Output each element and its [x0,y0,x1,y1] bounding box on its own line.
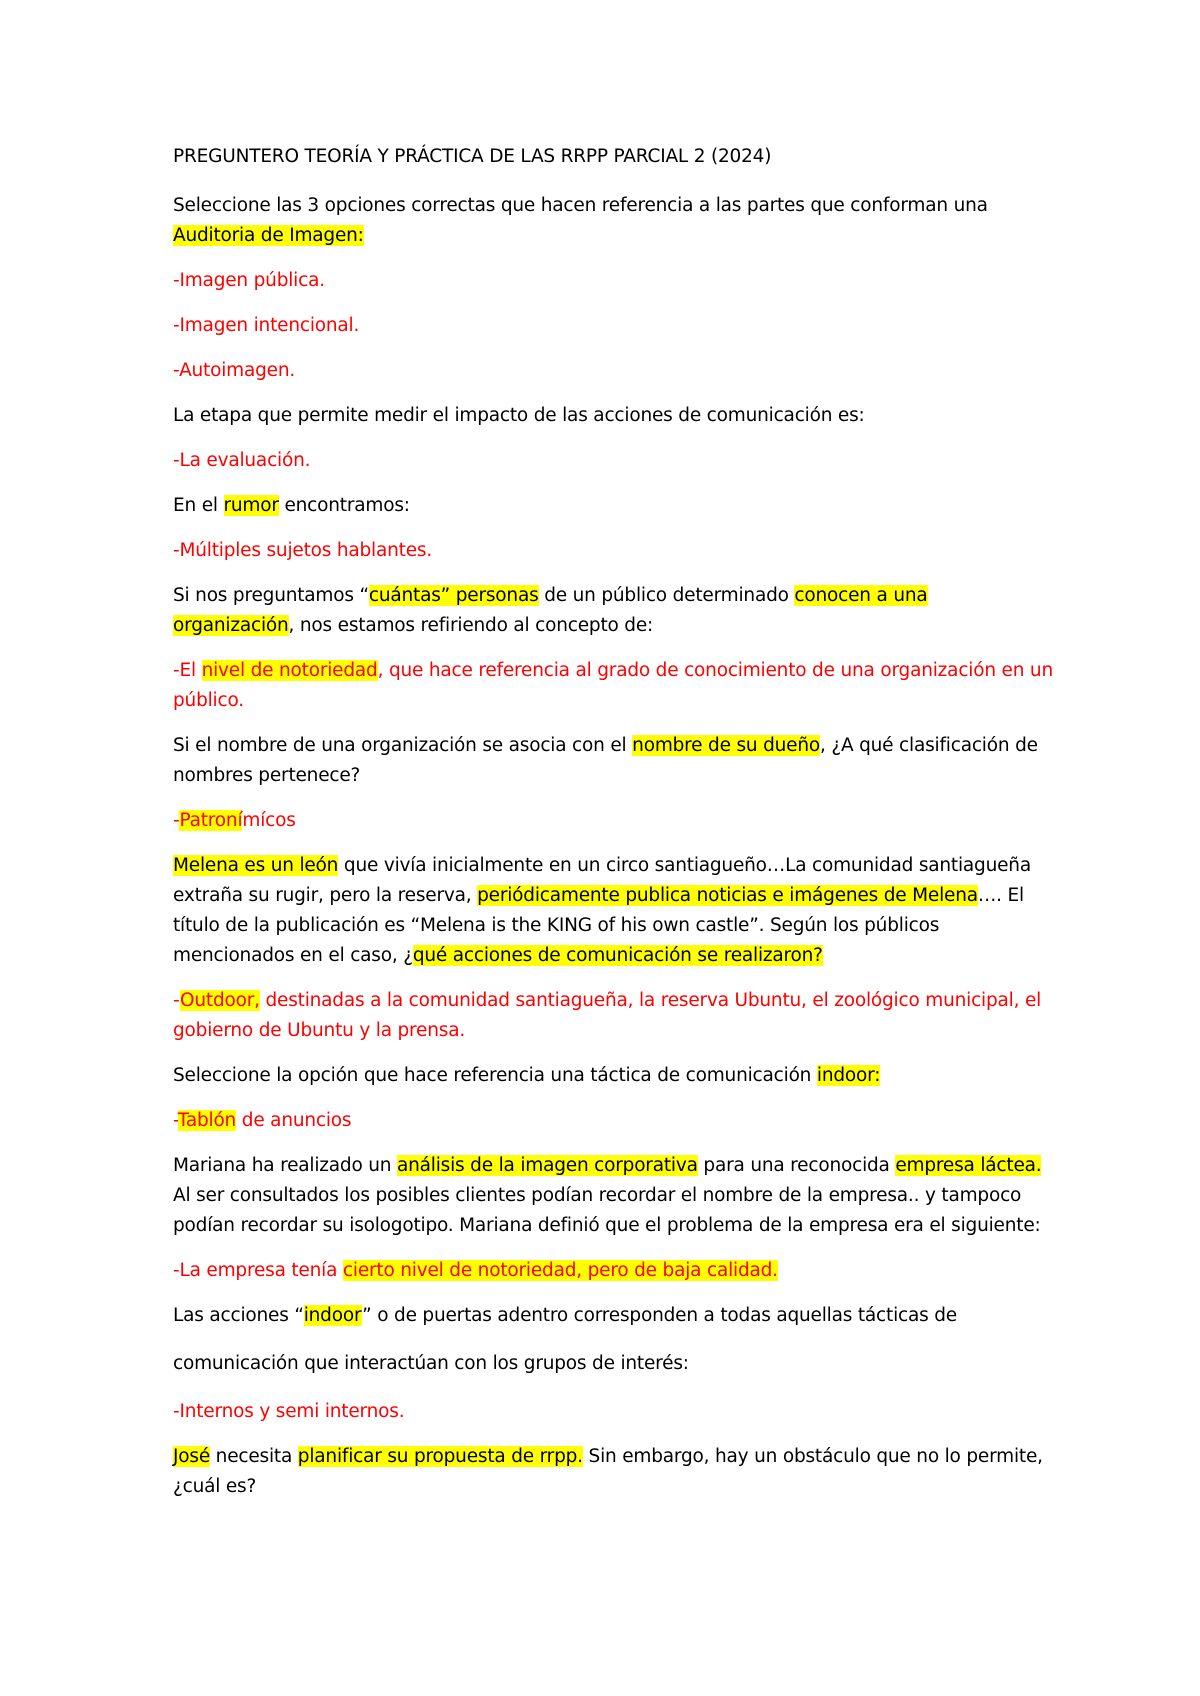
question-10-highlight-b: planificar su propuesta de rrpp. [297,1446,583,1467]
question-8-text-b: para una reconocida [697,1155,896,1176]
question-9-line-1 [173,1301,1053,1331]
answer-8-text: -La empresa tenía [173,1260,343,1281]
answer-5 [173,806,1053,836]
document-body [173,142,1053,1517]
question-9-text-b: ” o de puertas adentro corresponden a todas aquellas tácticas de [362,1305,957,1326]
answer-7-highlight: Tablón [177,1110,237,1131]
question-2: La etapa que permite medir el impacto de las acciones de comunicación es: [173,405,865,426]
question-9-highlight: indoor [303,1305,363,1326]
question-10-text-b: Sin embargo, hay un obstáculo que no lo permite, ¿cuál es? [173,1446,1043,1497]
question-1 [173,191,1053,251]
answer-7-text-a: - [173,1110,178,1131]
answer-4 [173,656,1053,716]
question-6-text-a: que vivía inicialmente en un circo santiagueño…La comunidad santiagueña extraña su rugir, pero la reserva, [173,855,1031,906]
answer-5-highlight: Patroní [179,810,243,831]
question-7-highlight: indoor: [816,1065,881,1086]
answer-8 [173,1256,1053,1286]
question-8-highlight-a: análisis de la imagen corporativa [396,1155,698,1176]
answer-4-text-a: -El [173,660,202,681]
question-3-text-b: encontramos: [278,495,410,516]
question-7-text: Seleccione la opción que hace referencia una táctica de comunicación [173,1065,817,1086]
question-8-text-a: Mariana ha realizado un [173,1155,397,1176]
question-10 [173,1442,1053,1502]
answer-1-option-2: -Imagen intencional. [173,315,360,336]
question-6-highlight-c: qué acciones de comunicación se realizaron? [412,945,823,966]
question-3-text-a: En el [173,495,224,516]
question-3 [173,491,1053,521]
answer-6 [173,986,1053,1046]
question-4-text-a: Si nos preguntamos “ [173,585,369,606]
question-10-text-a: necesita [210,1446,298,1467]
answer-7-text-b: de anuncios [236,1110,352,1131]
question-10-highlight-a: José [173,1446,210,1467]
question-5-text-b: , ¿A qué clasificación de nombres pertenece? [173,735,1038,786]
question-6-highlight-a: Melena es un león [173,855,339,876]
question-6-text-b: …. El título de la publicación es “Melena is the KING of his own castle”. Según los públicos mencionados en el caso, ¿ [173,885,1024,966]
answer-4-text-b: , que hace referencia al grado de conocimiento de una organización en un público. [173,660,1053,711]
question-8-highlight-b: empresa láctea. [895,1155,1042,1176]
answer-5-text-b: mícos [242,810,296,831]
question-5 [173,731,1053,791]
answer-1-option-3: -Autoimagen. [173,360,296,381]
answer-1-option-1: -Imagen pública. [173,270,325,291]
question-5-text-a: Si el nombre de una organización se asocia con el [173,735,633,756]
answer-5-text-a: - [173,810,180,831]
question-6-highlight-b: periódicamente publica noticias e imágenes de Melena [477,885,978,906]
question-4 [173,581,1053,641]
question-6 [173,851,1053,971]
answer-6-text-a: - [173,990,180,1011]
question-1-text: Seleccione las 3 opciones correctas que hacen referencia a las partes que conforman una [173,195,988,216]
answer-9: -Internos y semi internos. [173,1401,405,1422]
answer-6-highlight: Outdoor, [180,990,260,1011]
answer-7 [173,1106,1053,1136]
answer-2: -La evaluación. [173,450,311,471]
question-3-highlight: rumor [223,495,279,516]
question-4-highlight-b: conocen a una organización [173,585,928,636]
answer-3: -Múltiples sujetos hablantes. [173,540,433,561]
question-9-text-a: Las acciones “ [173,1305,304,1326]
question-7 [173,1061,1053,1091]
document-title: PREGUNTERO TEORÍA Y PRÁCTICA DE LAS RRPP PARCIAL 2 (2024) [173,146,772,167]
answer-6-text-b: destinadas a la comunidad santiagueña, la reserva Ubuntu, el zoológico municipal, el gobierno de Ubuntu y la prensa. [173,990,1042,1041]
question-8 [173,1151,1053,1241]
question-4-text-b: de un público determinado [538,585,795,606]
question-5-highlight: nombre de su dueño [632,735,820,756]
question-1-highlight: Auditoria de Imagen: [173,225,364,246]
question-4-text-c: , nos estamos refiriendo al concepto de: [288,615,654,636]
answer-8-highlight: cierto nivel de notoriedad, pero de baja calidad. [342,1260,778,1281]
question-8-text-c: Al ser consultados los posibles clientes podían recordar el nombre de la empresa.. y tampoco podían recordar su isologotipo. Mariana definió que el problema de la empresa era el siguiente: [173,1185,1041,1236]
question-9-line-2: comunicación que interactúan con los grupos de interés: [173,1353,689,1374]
question-4-highlight-a: cuántas” personas [368,585,539,606]
answer-4-highlight: nivel de notoriedad [201,660,378,681]
